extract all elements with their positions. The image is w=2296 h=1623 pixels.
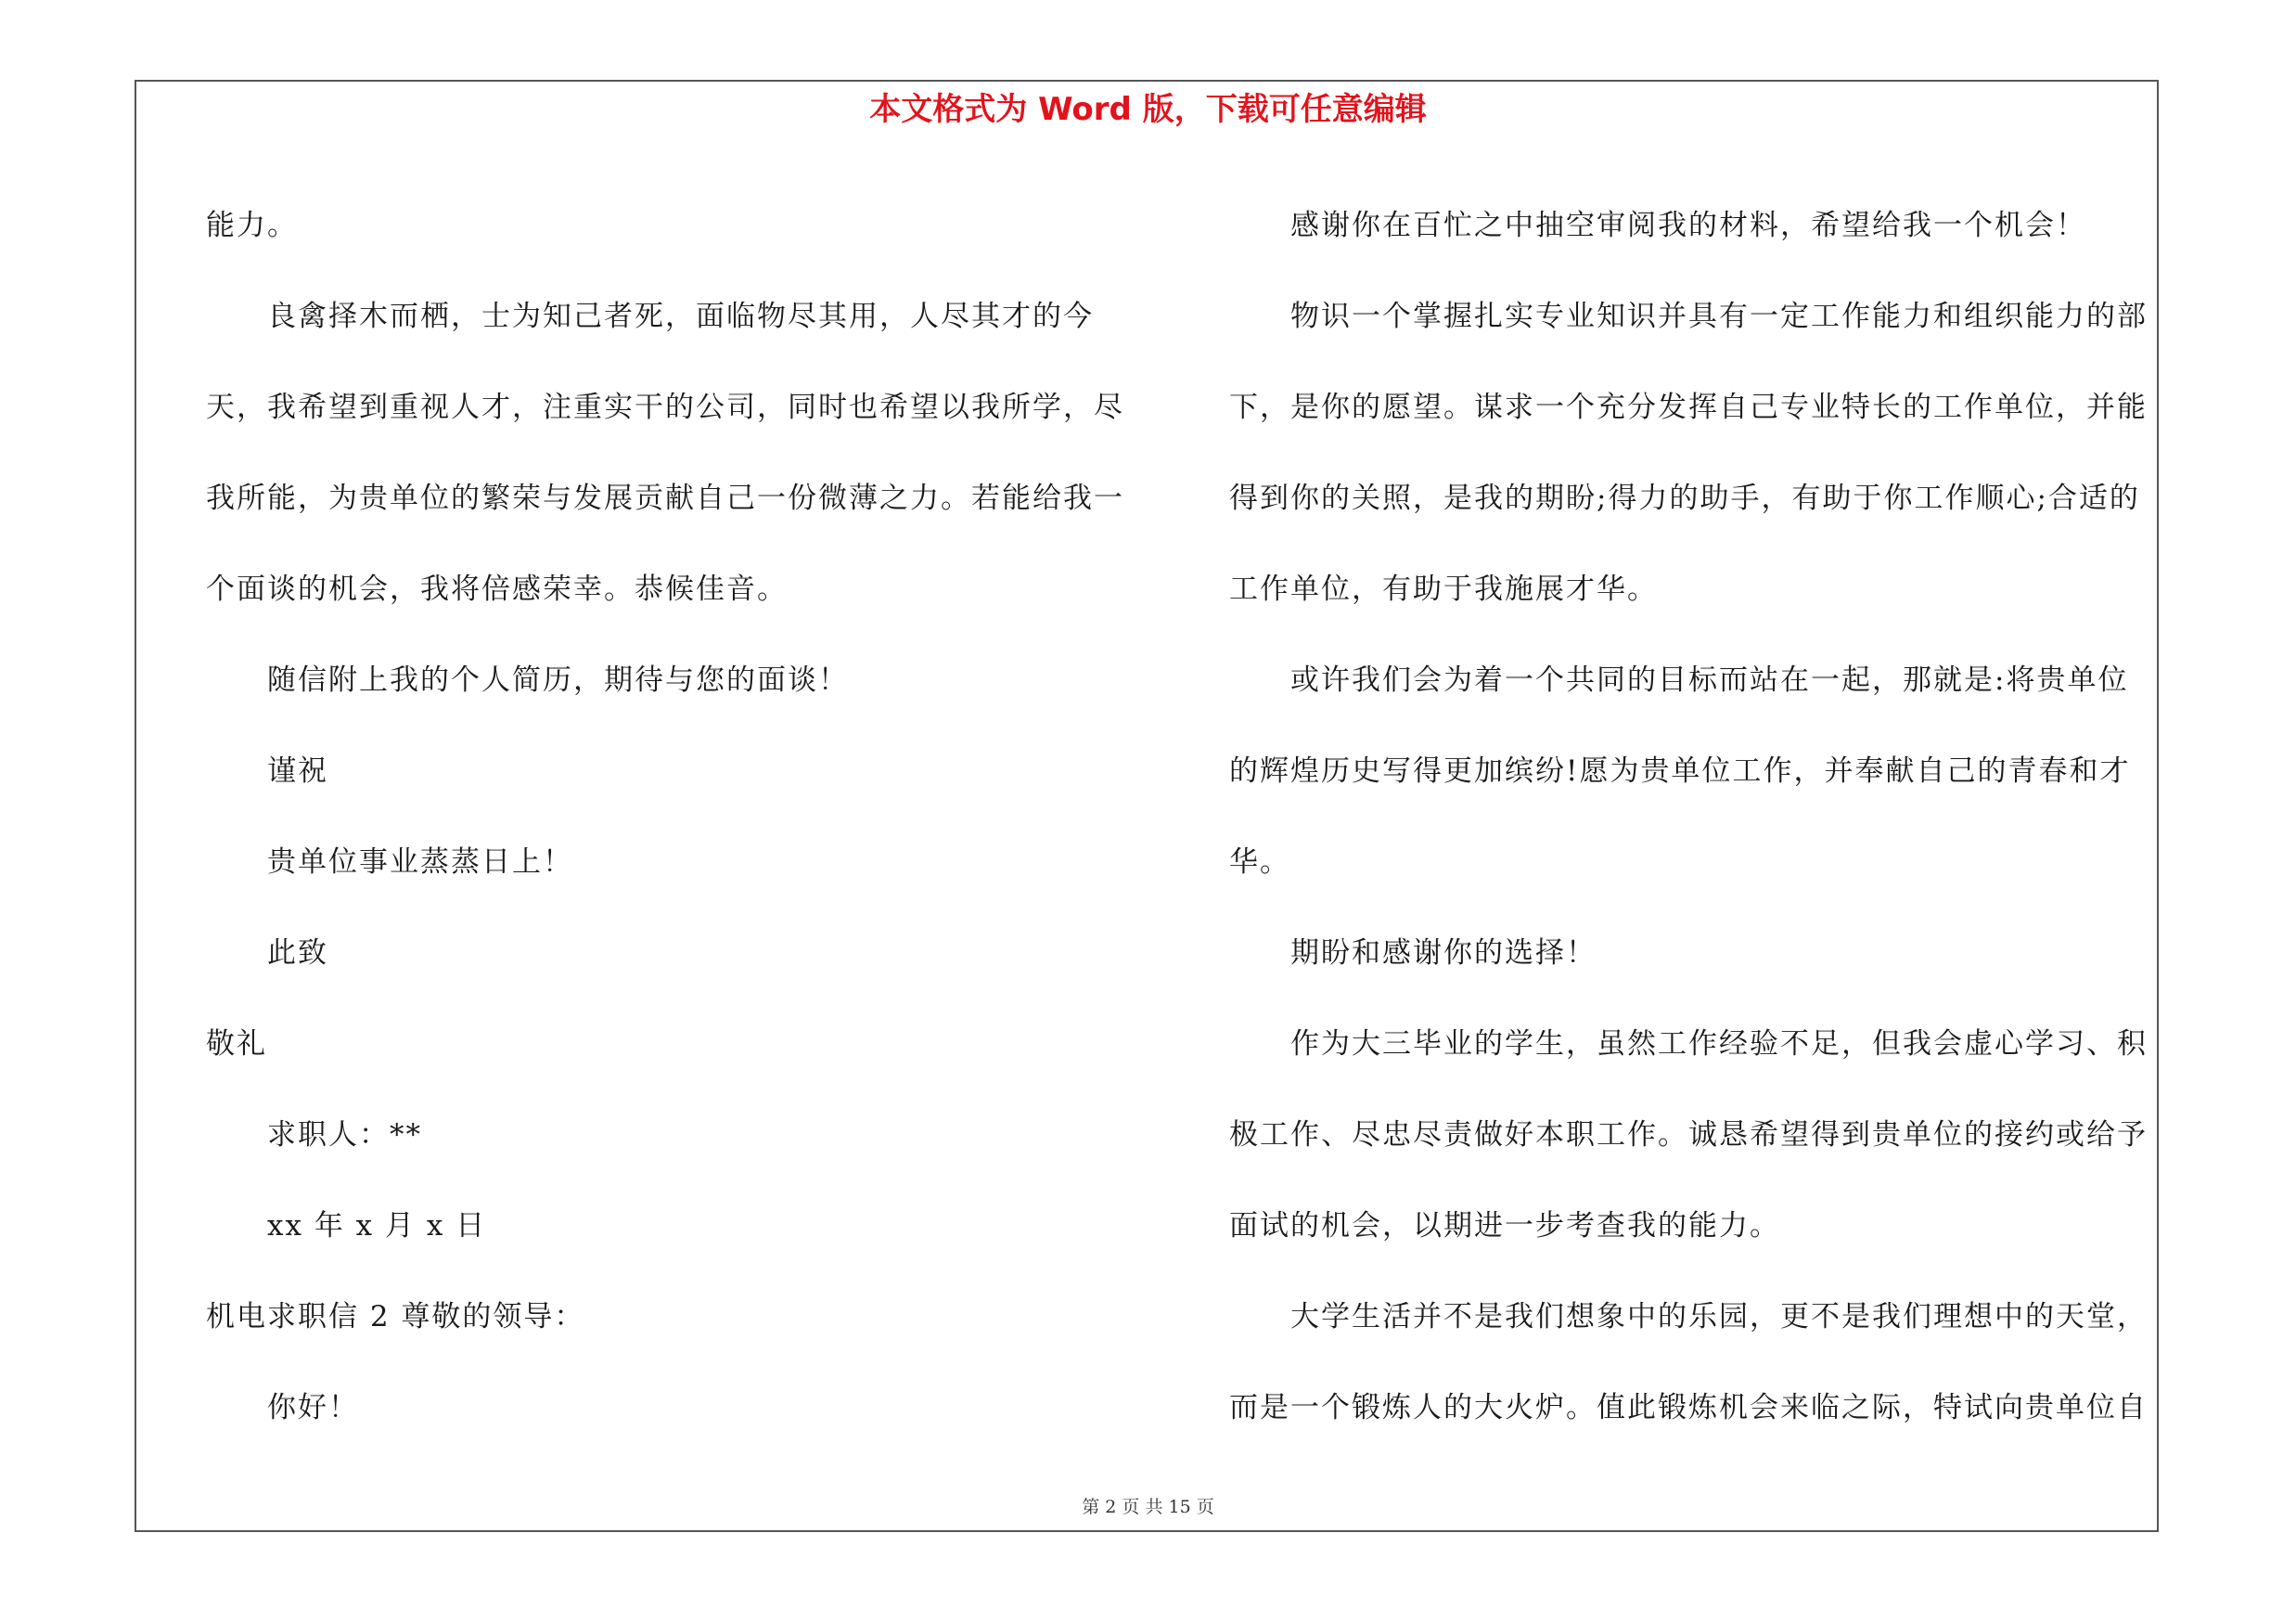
right-column [1229, 180, 2148, 1453]
paragraph: 谨祝 [267, 754, 328, 788]
left-column [206, 180, 1124, 1453]
paragraph: 感谢你在百忙之中抽空审阅我的材料，希望给我一个机会！ [1290, 209, 2086, 242]
paragraph: 此致 [267, 936, 328, 970]
paragraph: 贵单位事业蒸蒸日上！ [267, 845, 573, 879]
paragraph: 大学生活并不是我们想象中的乐园，更不是我们理想中的天堂，而是一个锻炼人的大火炉。值此锻炼机会来临之际，特试向贵单位自 [1229, 1300, 2148, 1424]
paragraph: xx 年 x 月 x 日 [267, 1209, 487, 1243]
paragraph: 敬礼 [206, 1027, 267, 1061]
header-banner: 本文格式为 Word 版，下载可任意编辑 [869, 91, 1427, 128]
paragraph: 能力。 [206, 209, 298, 242]
paragraph: 你好！ [267, 1391, 359, 1424]
paragraph: 或许我们会为着一个共同的目标而站在一起，那就是:将贵单位的辉煌历史写得更加缤纷!愿为贵单位工作，并奉献自己的青春和才华。 [1229, 663, 2131, 879]
paragraph: 求职人：** [267, 1118, 422, 1152]
page-number: 第 2 页 共 15 页 [1082, 1497, 1214, 1517]
paragraph: 随信附上我的个人简历，期待与您的面谈！ [267, 663, 849, 697]
paragraph: 机电求职信 2 尊敬的领导： [206, 1300, 585, 1333]
paragraph: 期盼和感谢你的选择！ [1290, 936, 1597, 970]
paragraph: 良禽择木而栖，士为知己者死，面临物尽其用，人尽其才的今天，我希望到重视人才，注重实干的公司，同时也希望以我所学，尽我所能，为贵单位的繁荣与发展贡献自己一份微薄之力。若能给我一个面谈的机会，我将倍感荣幸。恭候佳音。 [206, 300, 1124, 606]
paragraph: 作为大三毕业的学生，虽然工作经验不足，但我会虚心学习、积极工作、尽忠尽责做好本职工作。诚恳希望得到贵单位的接约或给予面试的机会，以期进一步考查我的能力。 [1229, 1027, 2148, 1243]
paragraph: 物识一个掌握扎实专业知识并具有一定工作能力和组织能力的部下，是你的愿望。谋求一个充分发挥自己专业特长的工作单位，并能得到你的关照，是我的期盼;得力的助手，有助于你工作顺心;合适的工作单位，有助于我施展才华。 [1229, 300, 2148, 606]
